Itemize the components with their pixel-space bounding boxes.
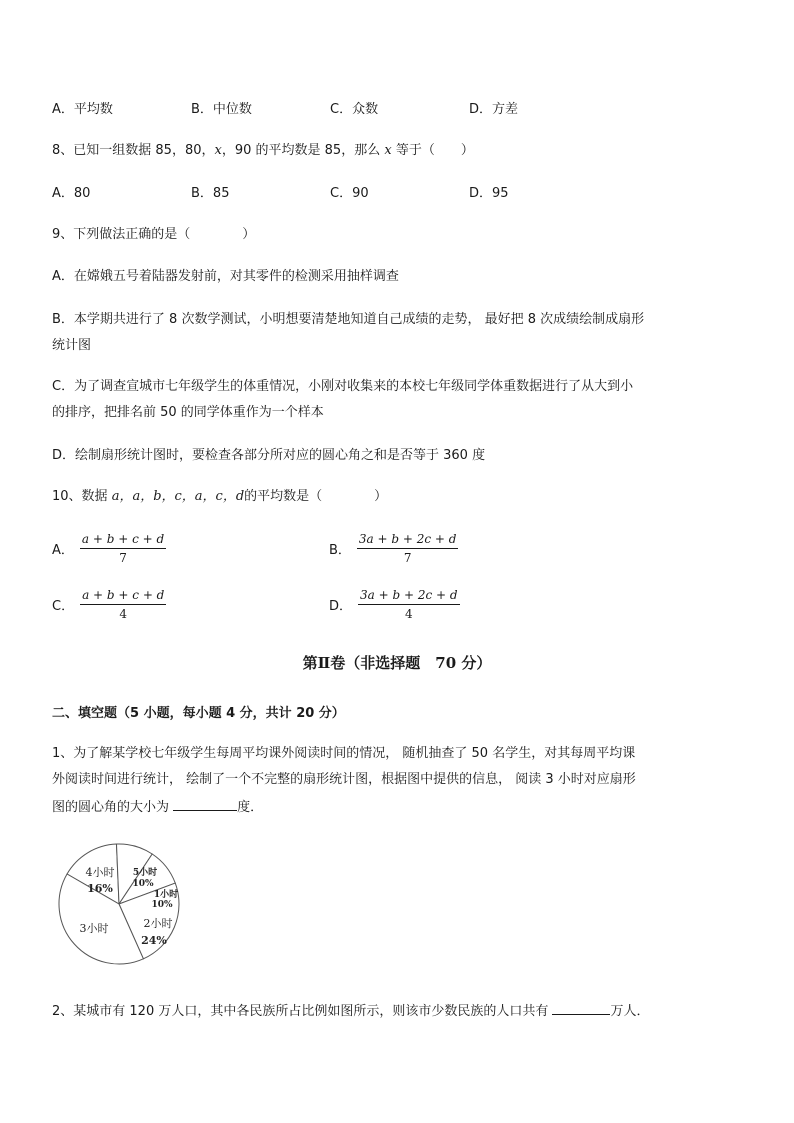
fill2-line: 2、某城市有 120 万人口，其中各民族所占比例如图所示，则该市少数民族的人口共有 万人． <box>52 1004 650 1019</box>
fill1-line1: 1、为了解某学校七年级学生每周平均课外阅读时间的情况， 随机抽查了 50 名学生，对其每周平均课 <box>52 746 636 761</box>
answer-blank[interactable] <box>552 1014 610 1015</box>
fraction: $\frac{3a + b + 2c + d}{7}$ <box>358 531 457 565</box>
q7-option-c: C．众数 <box>330 102 379 117</box>
fraction: $\frac{a + b + c + d}{4}$ <box>82 587 165 621</box>
q10-options-row2 <box>52 582 752 626</box>
q9-option-c-line2: 的排序，把排名前 50 的同学体重作为一个样本 <box>52 405 324 420</box>
reading-time-pie-chart <box>58 838 188 973</box>
q9-option-a: A．在嫦娥五号着陆器发射前，对其零件的检测采用抽样调查 <box>52 269 399 284</box>
q8-options <box>52 184 752 204</box>
q10-option-b: B． $\frac{3a + b + 2c + d}{7}$ <box>329 531 457 565</box>
pie-value-0: 16% <box>87 882 113 895</box>
fraction: $\frac{3a + b + 2c + d}{4}$ <box>360 587 458 621</box>
q7-option-d: D．方差 <box>469 102 519 117</box>
q9-stem: 9、下列做法正确的是（ ） <box>52 227 256 242</box>
q7-options <box>52 100 752 120</box>
q7-option-a: A．平均数 <box>52 102 113 117</box>
q10-option-a: A． $\frac{a + b + c + d}{7}$ <box>52 531 165 565</box>
fraction: $\frac{a + b + c + d}{7}$ <box>81 531 165 565</box>
q8-option-b: B．85 <box>191 186 230 201</box>
pie-label-2: 1小时 <box>153 890 179 900</box>
q10-options-row1 <box>52 526 752 570</box>
q9-option-d: D．绘制扇形统计图时，要检查各部分所对应的圆心角之和是否等于 360 度 <box>52 448 486 463</box>
pie-label-3: 2小时 <box>143 917 173 930</box>
pie-label-1: 5小时 <box>132 868 158 878</box>
q8-stem: 8、已知一组数据 85，80，x，90 的平均数是 85，那么 x 等于（ ） <box>52 143 474 158</box>
q10-option-d: D． $\frac{3a + b + 2c + d}{4}$ <box>329 587 458 621</box>
pie-label-4: 3小时 <box>79 922 109 935</box>
pie-value-1: 10% <box>132 879 154 889</box>
q10-stem: 10、数据 a，a，b，c，a，c，d的平均数是（ ） <box>52 489 388 504</box>
part-2-heading: 二、填空题（5 小题，每小题 4 分，共计 20 分） <box>52 706 345 721</box>
q8-option-c: C．90 <box>330 186 369 201</box>
pie-value-2: 10% <box>151 900 173 910</box>
q9-option-b-line2: 统计图 <box>52 338 92 353</box>
fill1-line3: 图的圆心角的大小为 度． <box>52 800 264 815</box>
section-2-title: 第Ⅱ卷（非选择题 70 分） <box>302 654 492 672</box>
q7-option-b: B．中位数 <box>191 102 252 117</box>
q9-option-b-line1: B．本学期共进行了 8 次数学测试，小明想要清楚地知道自己成绩的走势， 最好把 8 次成绩绘制成扇形 <box>52 312 645 327</box>
q9-option-c-line1: C．为了调查宣城市七年级学生的体重情况，小刚对收集来的本校七年级同学体重数据进行了从大到小 <box>52 379 634 394</box>
q8-option-d: D．95 <box>469 186 509 201</box>
fill1-line2: 外阅读时间进行统计， 绘制了一个不完整的扇形统计图，根据图中提供的信息， 阅读 3 小时对应扇形 <box>52 772 636 787</box>
pie-label-0: 4小时 <box>85 866 115 879</box>
q8-option-a: A．80 <box>52 186 91 201</box>
pie-value-3: 24% <box>141 934 167 947</box>
answer-blank[interactable] <box>173 810 237 811</box>
q10-option-c: C． $\frac{a + b + c + d}{4}$ <box>52 587 165 621</box>
